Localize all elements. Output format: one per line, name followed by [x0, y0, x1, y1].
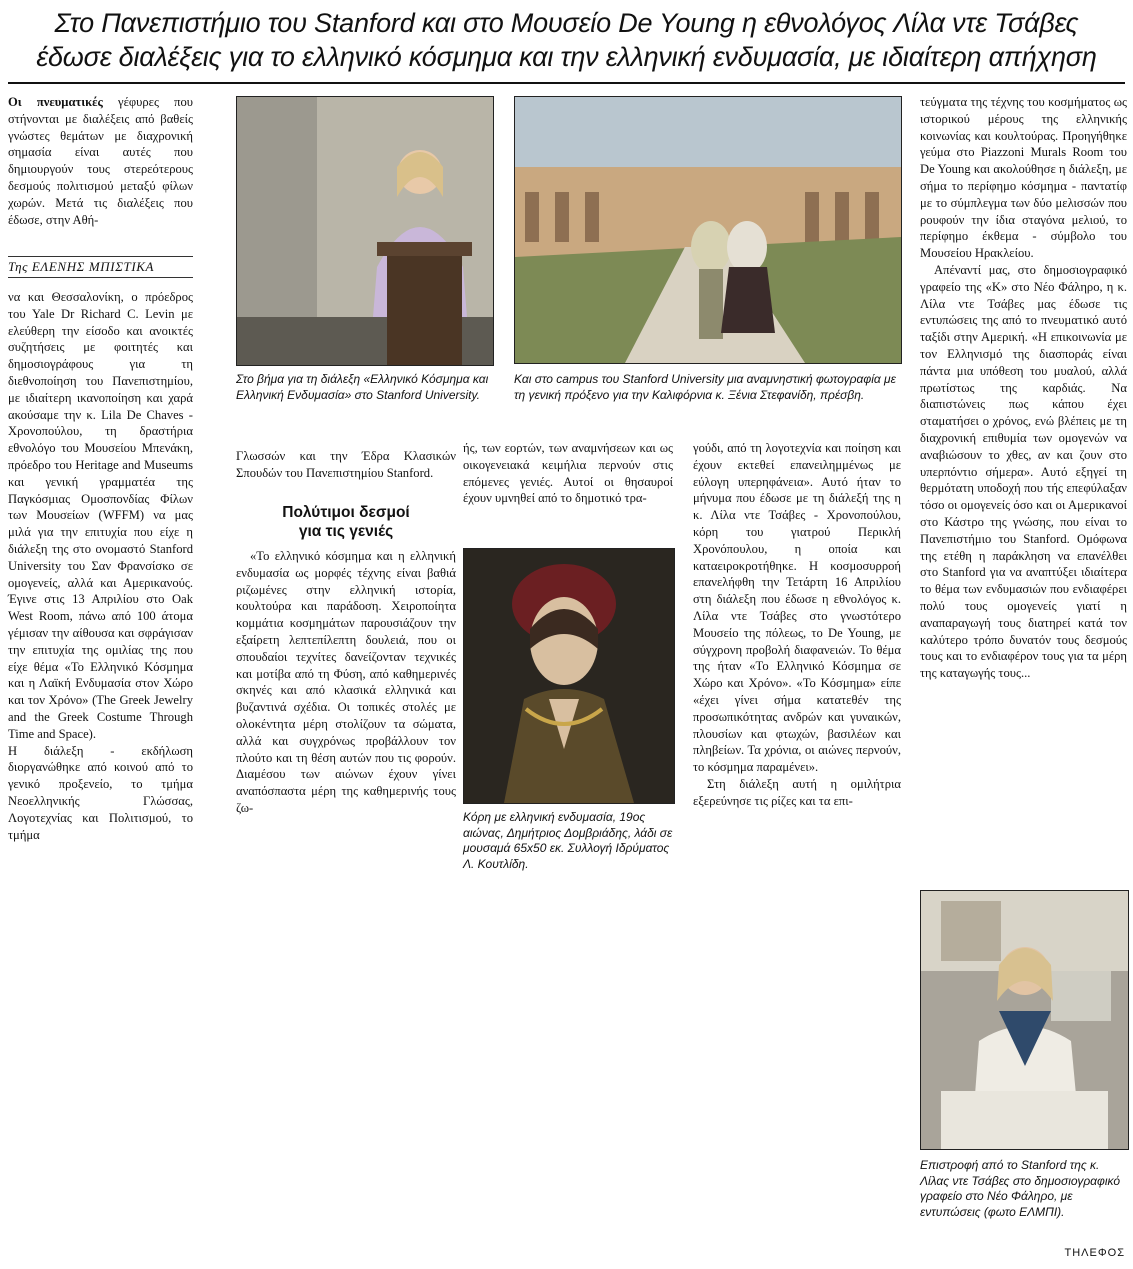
- column-4: [693, 440, 901, 810]
- paragraph: τεύγματα της τέχνης του κοσμήματος ως ιστορικού μέρους της ελληνικής κοινωνίας και κουλτούρας. Προηγήθηκε γεύμα στο Piazzoni Murals Room του De Young και ακολούθησε η διάλεξη, με σήμα το περίφημο κόσμημα - παντατίφ με το σύμπλεγμα των δύο μελισσών που ρουφούν την ίδια σταγόνα μελιού, το περίφημο έκθεμα - σύμβολο του Μουσείου Ηρακλείου.: [920, 95, 1127, 261]
- paragraph: γούδι, από τη λογοτεχνία και ποίηση και έχουν εκτεθεί επανειλημμένως με εύλογη υπερηφάνεια». Αυτό ήταν το μήνυμα που έδωσε με τη διάλεξή της η κ. Λίλα ντε Τσάβες - Χρονοπούλου, κόρη του γιατρού Περικλή Χρονόπουλου, η οποία και καταειροκροτήθηκε. Η κοσμοσυρροή επανελήφθη την Τετάρτη 16 Απριλίου στη διάλεξη που έδωσε η εθνολόγος κ. Λίλα ντε Τσάβες στο γνωστότερο Μουσείο της πόλεως, το De Young, με σύγχρονη προβολή διαφανειών. Το θέμα της ήταν «Το Ελληνικό Κόσμημα σε Χώρο και Χρόνο». «Το Κόσμημα» είπε «έχει γίνει σήμα κατατεθέν της προσωπικότητας ανδρών και γυναικών, πλουσίων και φτωχών, βασιλέων και πληβείων. Τα χρόνια, οι αιώνες περνούν, το κόσμημα παραμένει».: [693, 441, 901, 775]
- painting-image: [464, 549, 674, 803]
- office-photo: [920, 890, 1129, 1150]
- column-3: [463, 440, 673, 507]
- headline-line-1: Στο Πανεπιστήμιο του Stanford και στο Μουσείο De Young η εθνολόγος Λίλα ντε Τσάβες: [54, 8, 1079, 38]
- lead-text: γέφυρες που στήνονται με διαλέξεις από βαθείς γνώστες θεμάτων με διαχρονική σημασία είναι αυτές που δημιουργούν τους στερεότερους δεσμούς πολιτισμού μεταξύ φίλων χωρών. Μετά τις διαλέξεις που έδωσε, στην Αθή-: [8, 95, 194, 227]
- paragraph: να και Θεσσαλονίκη, ο πρόεδρος του Yale Dr Richard C. Levin με ελεύθερη την είσοδο και ανοικτές συζητήσεις με φοιτητές και δημοσιογράφους για τη διεθνοποίηση του Πανεπιστημίου, με ιδιαίτερη ικανοποίηση και χαρά ακούσαμε την κ. Lila De Chaves - Χρονοπούλου, τη δραστήρια εθνολόγο του Μουσείου Μπενάκη, πρόεδρο του Heritage and Museums και γενική γραμματέα της Παγκόσμιας Ομοσπονδίας Φίλων των Μουσείων (WFFM) να μας μιλά για την επιτυχία που είχε η διάλεξη της στο ονομαστό Stanford University του Σαν Φρανσίσκο σε ομογενείς, αλλά και Αμερικανούς. Έγινε στις 13 Απριλίου στο Oak West Room, πάνω από 100 άτομα γέμισαν την αίθουσα και σφράγισαν την επιτυχία της ομιλίας της που είχε θέμα «Το Ελληνικό Κόσμημα και η Λαϊκή Ενδυμασία στον Χώρο και τον Χρόνο» (The Greek Jewelry and the Greek Costume Through Time and Space).: [8, 290, 193, 741]
- paragraph: Η διάλεξη - εκδήλωση διοργανώθηκε από κοινού από το γενικό προξενείο, το τμήμα Νεοελληνικής Γλώσσας, Λογοτεχνίας και Πολιτισμού, το τμήμα: [8, 743, 193, 842]
- subheading: [236, 503, 456, 541]
- headline-rule: [8, 82, 1125, 84]
- column-5: [920, 94, 1127, 682]
- podium-photo: [236, 96, 494, 366]
- headline: [10, 6, 1123, 74]
- campus-photo: [514, 96, 902, 364]
- paragraph: Στη διάλεξη αυτή η ομιλήτρια εξερεύνησε τις ρίζες και τα επι-: [693, 776, 901, 808]
- column-2-top: [236, 448, 456, 482]
- subheading-line-2: για τις γενιές: [298, 523, 394, 540]
- office-photo-image: [921, 891, 1128, 1149]
- podium-caption: Στο βήμα για τη διάλεξη «Ελληνικό Κόσμημα και Ελληνική Ενδυμασία» στο Stanford University.: [236, 372, 489, 402]
- campus-photo-image: [515, 97, 901, 363]
- photo-credit: ΤΗΛΕΦΟΣ: [1064, 1247, 1125, 1259]
- campus-caption: Και στο campus του Stanford University μια αναμνηστική φωτογραφία με τη γενική πρόξενο για την Καλιφόρνια κ. Ξένια Στεφανίδη, πρέσβη.: [514, 372, 896, 402]
- headline-line-2: έδωσε διαλέξεις για το ελληνικό κόσμημα και την ελληνική ενδυμασία, με ιδιαίτερη απήχηση: [36, 42, 1097, 72]
- paragraph: Γλωσσών και την Έδρα Κλασικών Σπουδών του Πανεπιστημίου Stanford.: [236, 449, 456, 480]
- painting-photo: [463, 548, 675, 804]
- column-1-top: [8, 94, 193, 228]
- lead-bold: Οι πνευματικές: [8, 95, 103, 109]
- paragraph: Απέναντί μας, στο δημοσιογραφικό γραφείο της «Κ» στο Νέο Φάληρο, η κ. Λίλα ντε Τσάβες μας έδωσε τις εντυπώσεις της από το πνευματικό αυτό ταξίδι στην Αμερική. «Η επικοινωνία με τον Ελληνισμό της διασποράς είναι πάντα μια υπόθεση του μυαλού, αλλά πρωτίστως της καρδιάς. Να διαπιστώνεις πως κάπου έχει σταματήσει ο χρόνος, ενώ βλέπεις με τη διαχρονική επιθυμία των ομογενών να αναβιώσουν το χθες, αν και ζουν στο υπερπόντιο σήμερα». Αυτό εξηγεί τη θερμότατη υποδοχή που τής επεφύλαξαν τόσο οι ομογενείς όσο και οι Αμερικανοί στο Κάστρο της γνώσης, που είναι το Πανεπιστήμιο του Stanford. Ομόφωνα της ετέθη η παράκληση να επανέλθει στο Stanford για να αναπτύξει ιδιαίτερα το θέμα των ενδυμασιών που ενδιαφέρει πολύ τους ομογενείς γιατί η αναπαραγωγή τους διατηρεί κατά τον καλύτερο τρόπο δυνατόν τους δεσμούς τους και το ενδιαφέρον τους για τα μέρη της καταγωγής τους...: [920, 262, 1127, 681]
- painting-caption: Κόρη με ελληνική ενδυμασία, 19ος αιώνας, Δημήτριος Δομβριάδης, λάδι σε μουσαμά 65x50 εκ. Συλλογή Ιδρύματος Λ. Κουτλίδη.: [463, 810, 673, 871]
- office-caption: Επιστροφή από το Stanford της κ. Λίλας ντε Τσάβες στο δημοσιογραφικό γραφείο στο Νέο Φάληρο, με εντυπώσεις (φωτο ΕΛΜΠΙ).: [920, 1158, 1121, 1219]
- column-2: [236, 548, 456, 817]
- column-1: [8, 289, 193, 843]
- paragraph: ής, των εορτών, των αναμνήσεων και ως οικογενειακά κειμήλια περνούν στις επόμενες γενιές. Αυτοί οι θησαυροί έχουν υμνηθεί από το δημοτικό τρα-: [463, 441, 673, 506]
- subheading-line-1: Πολύτιμοι δεσμοί: [282, 504, 410, 521]
- podium-photo-image: [237, 97, 493, 365]
- paragraph: «Το ελληνικό κόσμημα και η ελληνική ενδυμασία ως μορφές τέχνης είναι βαθιά ριζωμένες στην ελληνική ιστορία, κουλτούρα και παράδοση. Χειροποίητα κομμάτια κοσμημάτων παρουσιάζουν την εξαίρετη λεπτεπίλεπτη δουλειά, που οι σπουδαίοι τεχνίτες δανείζονταν τεχνικές και μοτίβα από τη Φύση, από καθημερινές σκηνές και από κλασικά ελληνικά και βυζαντινά σχέδια. Οι τοπικές στολές με ολοκέντητα μέρη στολίζουν τα σώματα, αλλά και συγχρόνως προβάλλουν τον πλούτο και τη θέση αυτών που τις φορούν. Διαμέσου των αιώνων έχουν γίνει αναπόσπαστα μέρη της καθημερινής τους ζω-: [236, 549, 456, 815]
- byline: Της ΕΛΕΝΗΣ ΜΠΙΣΤΙΚΑ: [8, 256, 193, 278]
